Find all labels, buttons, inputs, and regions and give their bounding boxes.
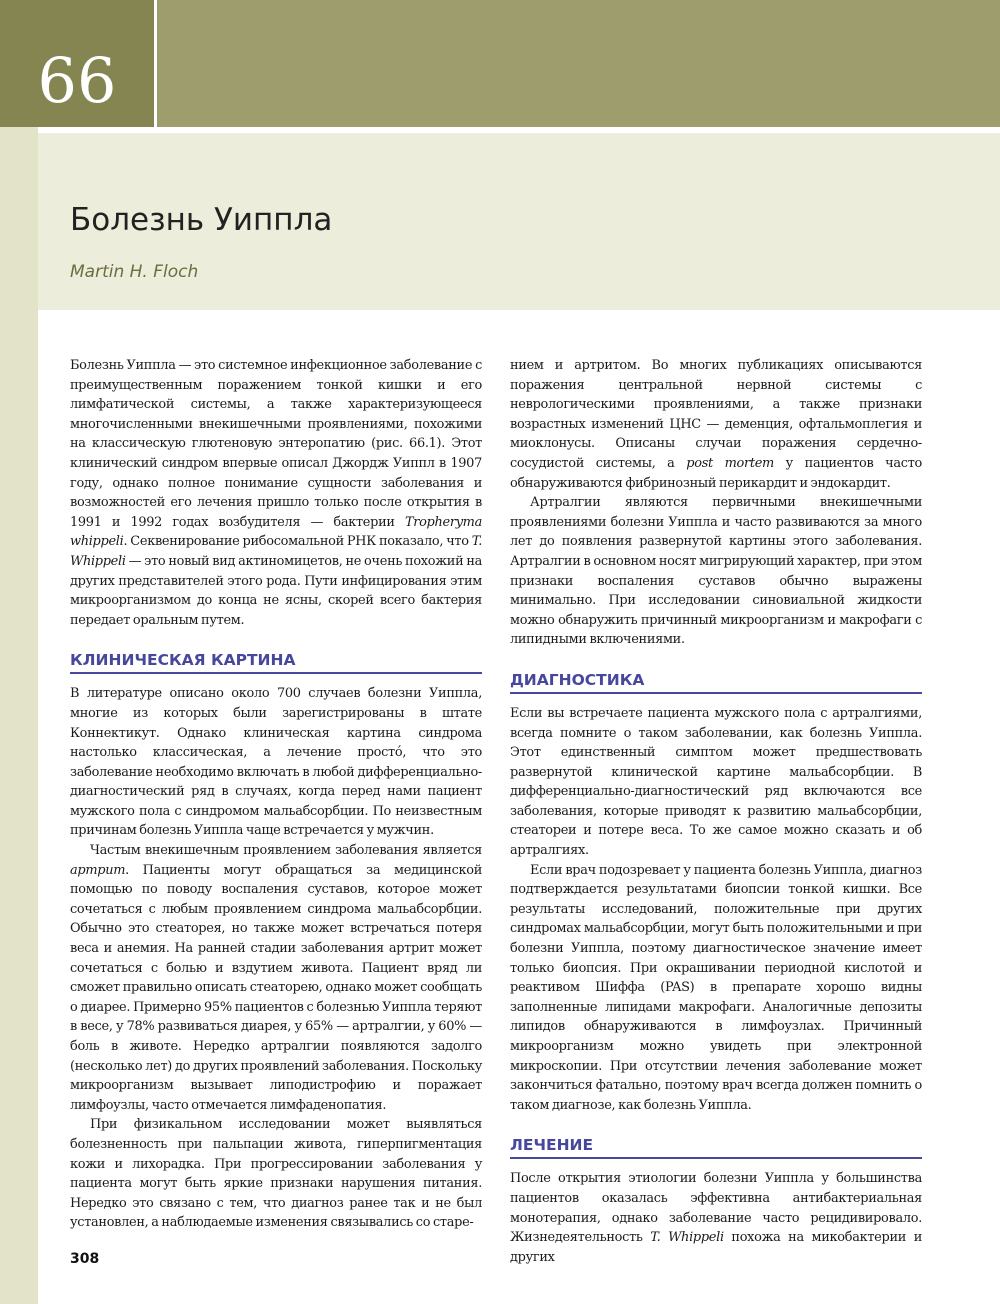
chapter-number: 66 [37, 44, 117, 117]
diagnostics-paragraph-2: Если врач подозревает у пациента болезнь Уиппла, диагноз подтверждается результатами биопсии тонкой кишки. Все результаты исследований, положительные при других синдромах мальабсорбции, могут быть положительными и при болезни Уиппла, поэтому диагностическое значение имеет только биопсия. При окрашивании периодной кислотой и реактивом Шиффа (PAS) в препарате хорошо видны заполненные липидами макрофаги. Аналогичные депозиты липидов обнаруживаются в лимфоузлах. Причинный микроорганизм можно увидеть при электронной микроскопии. При отсутствии лечения заболевание может закончиться фатально, поэтому врач всегда должен помнить о таком диагнозе, как болезнь Уиппла. [510, 862, 922, 1113]
chapter-number-box [0, 0, 154, 127]
diagnostics-paragraph-1: Если вы встречаете пациента мужского пола с артралгиями, всегда помните о таком заболевании, как болезнь Уиппла. Этот единственный симптом может предшествовать развернутой клинической картине мальабсорбции. В дифференциально-диагностический ряд включаются все заболевания, которые приводят к развитию мальабсорбции, стеатореи и потере веса. То же самое можно сказать и об артралгиях. [510, 705, 922, 859]
clinical-paragraph-3: При физикальном исследовании может выявляться болезненность при пальпации живота, гиперпигментация кожи и лихорадка. При прогрессировании заболевания у пациента могут быть яркие признаки нарушения питания. Нередко это связано с тем, что диагноз ранее так и не был установлен, а наблюдаемые изменения связывались со старе- [70, 1117, 482, 1231]
treatment-paragraph: После открытия этиологии болезни Уиппла у большинства пациентов оказалась эффективна антибактериальная монотерапия, однако заболевание часто рецидивировало. Жизнедеятельность T. Whippeli похожа на микобактерии и других [510, 1171, 922, 1265]
right-column [510, 356, 922, 1267]
clinical-paragraph-2: Частым внекишечным проявлением заболевания является артрит. Пациенты могут обращаться за медицинской помощью по поводу воспаления суставов, которое может сочетаться с любым проявлением синдрома мальабсорбции. Обычно это стеаторея, но также может встречаться потеря веса и анемия. На ранней стадии заболевания артрит может сочетаться с болью и вздутием живота. Пациент вряд ли сможет правильно описать стеаторею, однако может сообщать о диарее. Примерно 95% пациентов с болезнью Уиппла теряют в весе, у 78% развиваться диарея, у 65% — артралгии, у 60% — боль в животе. Нередко артралгии появляются задолго (несколько лет) до других проявлений заболевания. Поскольку микроорганизм вызывает липодистрофию и поражает лимфоузлы, часто отмечается лимфаденопатия. [70, 843, 482, 1113]
species-name: Tropheryma whippeli [70, 514, 482, 550]
continued-paragraph: нием и артритом. Во многих публикациях описываются поражения центральной нервной системы с неврологическими проявлениями, а также признаки возрастных изменений ЦНС — деменция, офтальмоплегия и миоклонусы. Описаны случаи поражения сердечно-сосудистой системы, а post mortem у пациентов часто обнаруживаются фибринозный перикардит и эндокардит. [510, 358, 922, 491]
section-heading-treatment: ЛЕЧЕНИЕ [510, 1135, 922, 1159]
page-number: 308 [70, 1251, 100, 1267]
chapter-title: Болезнь Уиппла [70, 202, 333, 238]
header-bar [157, 0, 1000, 127]
section-heading-clinical: КЛИНИЧЕСКАЯ КАРТИНА [70, 650, 482, 674]
intro-paragraph: Болезнь Уиппла — это системное инфекционное заболевание с преимущественным поражением тонкой кишки и его лимфатической системы, а также характеризующееся многочисленными внекишечными проявлениями, похожими на классическую глютеновую энтеропатию (рис. 66.1). Этот клинический синдром впервые описал Джордж Уиппл в 1907 году, однако полное понимание сущности заболевания и возможностей его лечения пришло только после открытия в 1991 и 1992 годах возбудителя — бактерии Tropheryma whippeli. Секвенирование рибосомальной РНК показало, что T. Whippeli — это новый вид актиномицетов, не очень похожий на других представителей этого рода. Пути инфицирования этим микроорганизмом до конца не ясны, скорей всего бактерия передает оральным путем. [70, 358, 482, 628]
section-heading-diagnostics: ДИАГНОСТИКА [510, 670, 922, 694]
term-arthritis: артрит [70, 862, 126, 878]
clinical-paragraph-1: В литературе описано около 700 случаев болезни Уиппла, многие из которых были зарегистрированы в штате Коннектикут. Однако клиническая картина синдрома настолько классическая, а лечение простó, что это заболевание необходимо включать в любой дифференциально-диагностический ряд в случаях, когда перед нами пациент мужского пола с синдромом мальабсорбции. По неизвестным причинам болезнь Уиппла чаще встречается у мужчин. [70, 686, 482, 839]
species-name-treatment: T. Whippeli [650, 1230, 724, 1246]
species-name-short: T. Whippeli [70, 534, 482, 569]
left-margin-strip [0, 0, 38, 1304]
term-post-mortem: post mortem [686, 455, 774, 471]
chapter-author: Martin H. Floch [70, 262, 199, 282]
arthralgia-paragraph: Артралгии являются первичными внекишечными проявлениями болезни Уиппла и часто развиваются за много лет до появления развернутой картины этого заболевания. Артралгии в основном носят мигрирующий характер, при этом признаки воспаления суставов обычно выражены минимально. При исследовании синовиальной жидкости можно обнаружить причинный микроорганизм и макрофаги с липидными включениями. [510, 495, 922, 648]
left-column [70, 356, 482, 1233]
